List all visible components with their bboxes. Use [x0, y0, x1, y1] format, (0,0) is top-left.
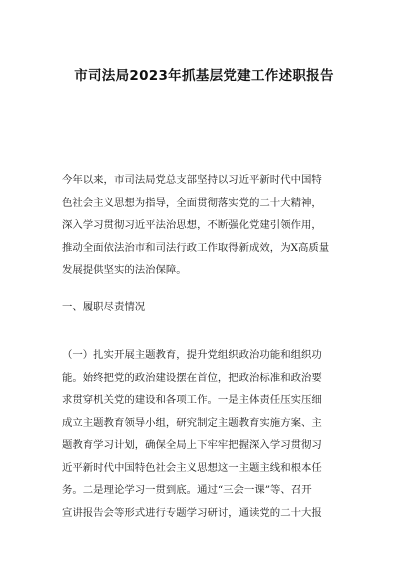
body-line: （一）扎实开展主题教育，提升党组织政治功能和组织功	[62, 349, 322, 361]
body-line: 成立主题教育领导小组，研究制定主题教育实施方案、主	[62, 416, 322, 429]
body-line: 宣讲报告会等形式进行专题学习研讨，通读党的二十大报	[62, 506, 322, 519]
intro-paragraph	[62, 169, 358, 282]
body-line: 务。二是理论学习一贯到底。通过“三会一课”等、召开	[62, 484, 312, 496]
body-line: 近平新时代中国特色社会主义思想这一主题主线和根本任	[62, 461, 322, 474]
document-title: 市司法局2023年抓基层党建工作述职报告	[74, 68, 334, 84]
body-paragraph	[62, 344, 358, 524]
intro-line: 深入学习贯彻习近平法治思想，不断强化党建引领作用，	[62, 219, 322, 231]
body-line: 求贯穿机关党的建设和各项工作。一是主体责任压实压细	[62, 394, 322, 406]
intro-line: 今年以来，市司法局党总支部坚持以习近平新时代中国特	[62, 174, 322, 186]
intro-line: 发展提供坚实的法治保障。	[62, 264, 187, 276]
body-line: 能。始终把党的政治建设摆在首位，把政治标准和政治要	[62, 371, 322, 384]
section-heading: 一、履职尽责情况	[62, 301, 146, 313]
body-line: 题教育学习计划，确保全局上下牢牢把握深入学习贯彻习	[62, 439, 322, 451]
intro-line: 推动全面依法治市和司法行政工作取得新成效，为X高质量	[62, 241, 330, 254]
intro-line: 色社会主义思想为指导，全面贯彻落实党的二十大精神，	[62, 196, 322, 209]
